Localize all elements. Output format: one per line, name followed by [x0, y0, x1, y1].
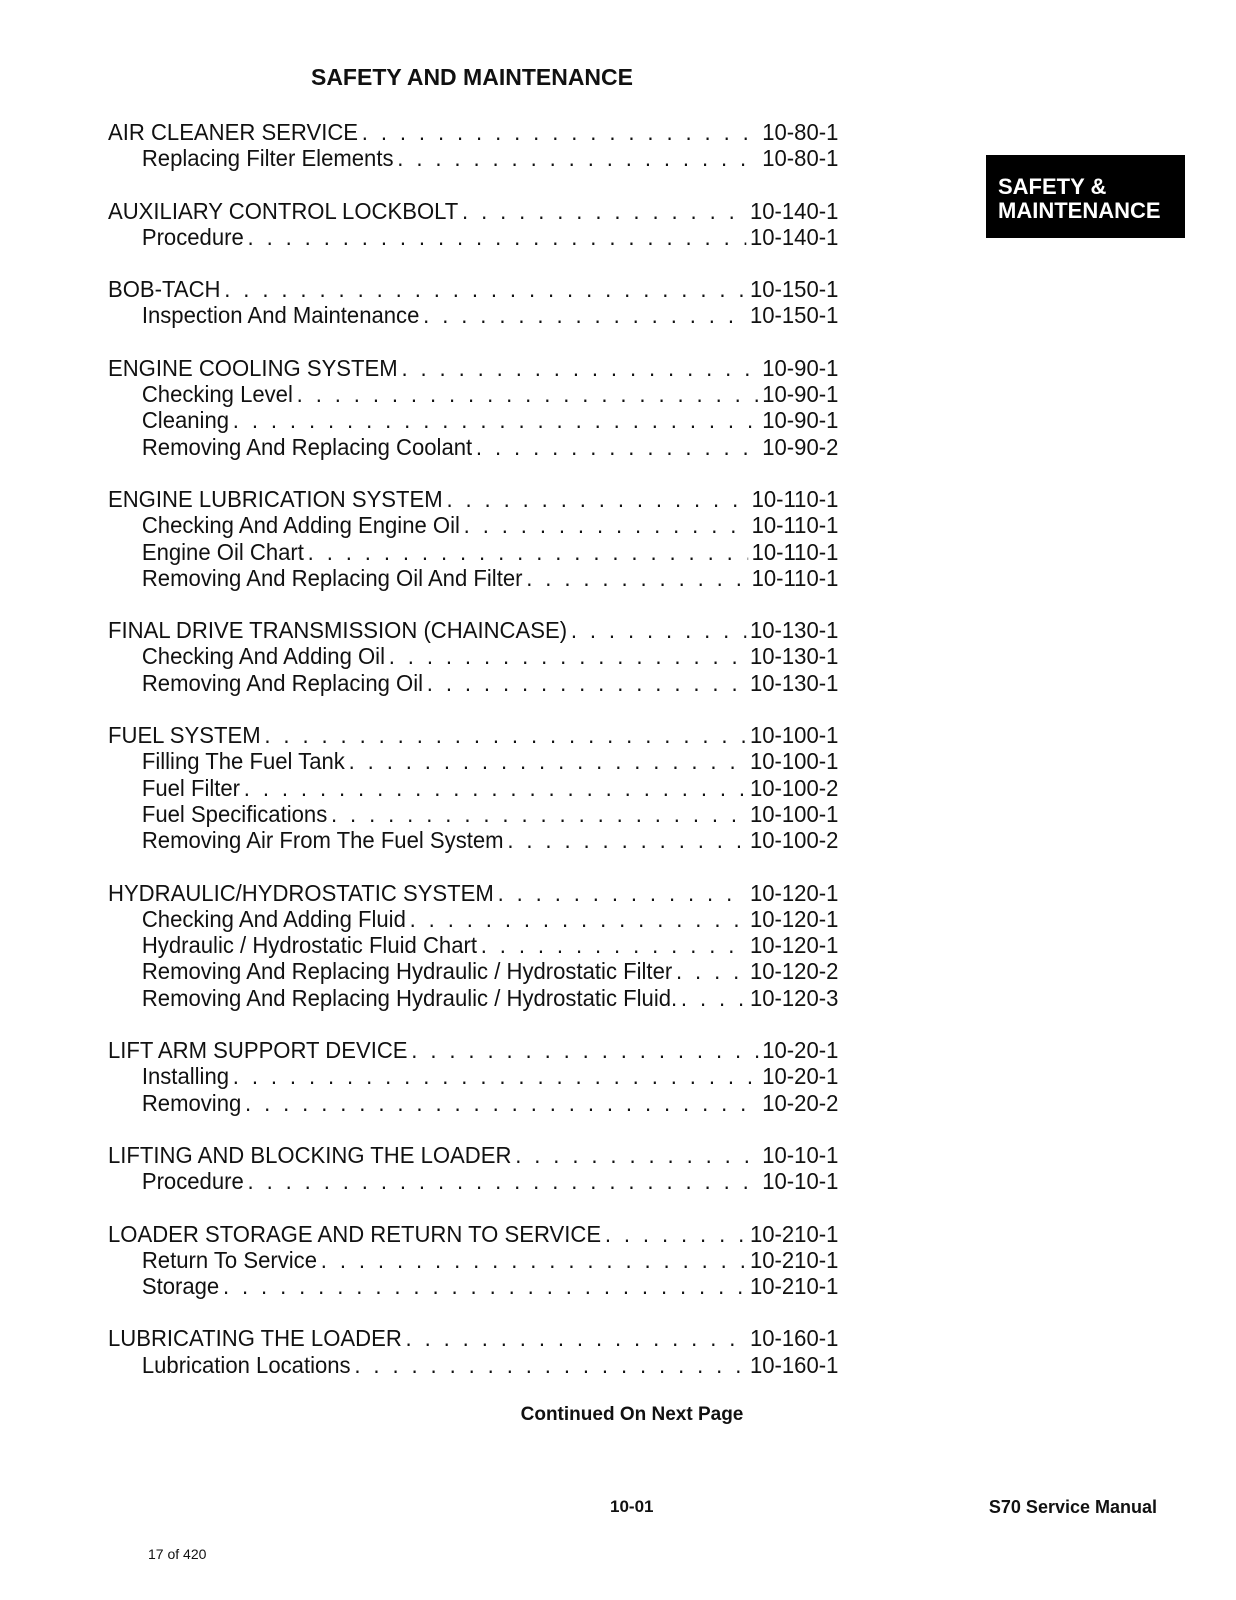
toc-entry-title: Checking And Adding Engine Oil — [141, 512, 460, 539]
toc-subentry[interactable] — [108, 1168, 838, 1194]
toc-entry-page: 10-210-1 — [749, 1220, 839, 1247]
toc-subentry[interactable] — [108, 775, 838, 801]
toc-entry-title: LOADER STORAGE AND RETURN TO SERVICE — [108, 1220, 602, 1247]
footer-manual-title: S70 Service Manual — [988, 1497, 1157, 1517]
toc-entry-page: 10-20-2 — [762, 1089, 839, 1116]
toc-subentry[interactable] — [108, 827, 838, 853]
toc-subentry[interactable] — [108, 1352, 838, 1378]
dot-leader — [397, 145, 758, 171]
toc-entry-page: 10-160-1 — [749, 1325, 839, 1352]
dot-leader — [515, 1142, 758, 1168]
toc-entry[interactable] — [108, 1221, 838, 1247]
toc-subentry[interactable] — [108, 1063, 838, 1089]
toc-entry-title: AIR CLEANER SERVICE — [108, 119, 359, 145]
dot-leader — [224, 276, 746, 302]
toc-entry-page: 10-110-1 — [751, 512, 839, 539]
dot-leader — [605, 1221, 746, 1247]
toc-entry-title: LIFTING AND BLOCKING THE LOADER — [108, 1141, 512, 1168]
toc-entry-title: Removing And Replacing Oil — [141, 669, 424, 696]
toc-entry-page: 10-10-1 — [762, 1141, 839, 1168]
dot-leader — [427, 670, 746, 696]
toc-entry-page: 10-150-1 — [749, 276, 839, 303]
dot-leader — [411, 1037, 758, 1063]
toc-entry-title: LIFT ARM SUPPORT DEVICE — [108, 1037, 408, 1064]
toc-entry[interactable] — [108, 198, 838, 224]
toc-entry-title: Cleaning — [141, 407, 230, 434]
dot-leader — [423, 302, 746, 328]
toc-entry-page: 10-210-1 — [749, 1246, 839, 1273]
toc-entry-title: LUBRICATING THE LOADER — [108, 1325, 402, 1352]
toc-entry-title: BOB-TACH — [108, 276, 221, 303]
dot-leader — [401, 355, 758, 381]
toc-subentry[interactable] — [108, 381, 838, 407]
dot-leader — [462, 198, 746, 224]
toc-subentry[interactable] — [108, 906, 838, 932]
toc-entry-title: Return To Service — [141, 1246, 318, 1273]
toc-entry-page: 10-140-1 — [749, 197, 839, 224]
toc-entry-page: 10-110-1 — [751, 538, 839, 565]
toc-entry-page: 10-120-1 — [749, 905, 839, 932]
toc-section — [108, 617, 838, 696]
toc-entry-title: Checking Level — [141, 381, 293, 408]
toc-entry-title: Removing And Replacing Oil And Filter — [141, 564, 523, 591]
dot-leader — [464, 512, 748, 538]
toc-entry[interactable] — [108, 486, 838, 512]
toc-entry-title: Engine Oil Chart — [141, 538, 304, 565]
toc-entry-title: Fuel Filter — [141, 774, 241, 801]
dot-leader — [481, 932, 746, 958]
toc-subentry[interactable] — [108, 302, 838, 328]
section-tab — [986, 155, 1185, 238]
continued-note: Continued On Next Page — [520, 1404, 744, 1425]
toc-entry-page: 10-100-1 — [749, 800, 839, 827]
toc-entry[interactable] — [108, 1142, 838, 1168]
dot-leader — [476, 434, 759, 460]
dot-leader — [406, 1325, 747, 1351]
toc-subentry[interactable] — [108, 1273, 838, 1299]
toc-entry[interactable] — [108, 355, 838, 381]
toc-entry[interactable] — [108, 1325, 838, 1351]
toc-section — [108, 1325, 838, 1378]
toc-entry[interactable] — [108, 722, 838, 748]
toc-entry-page: 10-20-1 — [762, 1037, 839, 1064]
toc-entry[interactable] — [108, 119, 838, 145]
toc-entry-page: 10-130-1 — [749, 617, 839, 644]
toc-entry-page: 10-100-2 — [749, 774, 839, 801]
dot-leader — [349, 748, 747, 774]
section-tab-line1: SAFETY & — [998, 174, 1107, 199]
dot-leader — [498, 880, 747, 906]
dot-leader — [389, 643, 746, 669]
toc-entry-page: 10-130-1 — [749, 669, 839, 696]
toc-section — [108, 880, 838, 1011]
toc-entry-title: Removing Air From The Fuel System — [141, 827, 504, 854]
toc-subentry[interactable] — [108, 407, 838, 433]
toc-entry-title: FUEL SYSTEM — [108, 722, 261, 749]
toc-entry[interactable] — [108, 880, 838, 906]
toc-subentry[interactable] — [108, 801, 838, 827]
toc-subentry[interactable] — [108, 643, 838, 669]
dot-leader — [244, 775, 746, 801]
toc-entry-page: 10-210-1 — [749, 1273, 839, 1300]
toc-entry-page: 10-150-1 — [749, 302, 839, 329]
toc-entry-page: 10-90-2 — [762, 433, 839, 460]
toc-entry-page: 10-100-2 — [749, 827, 839, 854]
toc-entry-title: HYDRAULIC/HYDROSTATIC SYSTEM — [108, 879, 494, 906]
dot-leader — [248, 224, 747, 250]
toc-entry[interactable] — [108, 276, 838, 302]
toc-entry-page: 10-20-1 — [762, 1063, 839, 1090]
toc-subentry[interactable] — [108, 224, 838, 250]
dot-leader — [362, 119, 759, 145]
toc-entry-title: ENGINE COOLING SYSTEM — [108, 354, 398, 381]
dot-leader — [248, 1168, 759, 1194]
dot-leader — [354, 1352, 746, 1378]
toc-entry-title: Inspection And Maintenance — [141, 302, 420, 329]
dot-leader — [233, 407, 759, 433]
toc-section — [108, 722, 838, 853]
toc-entry-page: 10-140-1 — [749, 223, 839, 250]
toc-entry-title: Filling The Fuel Tank — [141, 748, 345, 775]
toc-section — [108, 276, 838, 329]
toc-section — [108, 1142, 838, 1195]
toc-subentry[interactable] — [108, 565, 838, 591]
toc-entry-page: 10-100-1 — [749, 748, 839, 775]
toc-entry-page: 10-160-1 — [749, 1351, 839, 1378]
toc-entry-page: 10-120-1 — [749, 879, 839, 906]
toc-entry-title: Checking And Adding Oil — [141, 643, 386, 670]
toc-section — [108, 198, 838, 251]
dot-leader — [264, 722, 746, 748]
toc-entry-title: Lubrication Locations — [141, 1351, 351, 1378]
dot-leader — [507, 827, 746, 853]
toc-entry[interactable] — [108, 1037, 838, 1063]
dot-leader — [526, 565, 748, 591]
toc-section — [108, 1037, 838, 1116]
toc-subentry[interactable] — [108, 748, 838, 774]
toc-subentry[interactable] — [108, 985, 838, 1011]
toc-section — [108, 355, 838, 460]
toc-entry-page: 10-120-2 — [749, 958, 839, 985]
toc-entry-title: Replacing Filter Elements — [141, 145, 394, 172]
toc-entry-page: 10-80-1 — [762, 119, 839, 145]
toc-subentry[interactable] — [108, 512, 838, 538]
toc-entry-title: Fuel Specifications — [141, 800, 328, 827]
toc-entry-page: 10-110-1 — [751, 564, 839, 591]
toc-entry-title: Removing And Replacing Coolant — [141, 433, 473, 460]
toc-subentry[interactable] — [108, 932, 838, 958]
toc-entry[interactable] — [108, 617, 838, 643]
dot-leader — [331, 801, 746, 827]
dot-leader — [223, 1273, 746, 1299]
toc-section — [108, 486, 838, 591]
toc-entry-page: 10-90-1 — [762, 407, 839, 434]
toc-entry-page: 10-90-1 — [762, 381, 839, 408]
page-counter: 17 of 420 — [148, 1546, 207, 1562]
dot-leader — [681, 985, 746, 1011]
toc-entry-title: Removing And Replacing Hydraulic / Hydrostatic Filter — [141, 958, 673, 985]
dot-leader — [308, 539, 748, 565]
dot-leader — [245, 1090, 758, 1116]
dot-leader — [571, 617, 746, 643]
toc-subentry[interactable] — [108, 145, 838, 171]
dot-leader — [297, 381, 759, 407]
table-of-contents — [108, 119, 838, 1404]
toc-subentry[interactable] — [108, 1247, 838, 1273]
toc-subentry[interactable] — [108, 958, 838, 984]
toc-entry-title: ENGINE LUBRICATION SYSTEM — [108, 485, 443, 512]
toc-entry-title: Removing And Replacing Hydraulic / Hydrostatic Fluid. — [141, 984, 678, 1011]
toc-subentry[interactable] — [108, 1090, 838, 1116]
toc-entry-title: Hydraulic / Hydrostatic Fluid Chart — [141, 932, 477, 959]
toc-subentry[interactable] — [108, 434, 838, 460]
toc-entry-title: Procedure — [141, 1168, 244, 1195]
dot-leader — [410, 906, 747, 932]
toc-entry-page: 10-10-1 — [762, 1168, 839, 1195]
toc-entry-title: AUXILIARY CONTROL LOCKBOLT — [108, 197, 459, 224]
toc-entry-title: Installing — [141, 1063, 230, 1090]
toc-entry-page: 10-90-1 — [762, 354, 839, 381]
toc-entry-title: Storage — [141, 1273, 220, 1300]
toc-entry-title: Removing — [141, 1089, 242, 1116]
toc-entry-title: Procedure — [141, 223, 244, 250]
dot-leader — [321, 1247, 746, 1273]
section-tab-line2: MAINTENANCE — [998, 198, 1161, 223]
footer-page-number: 10-01 — [610, 1497, 654, 1516]
toc-entry-title: Checking And Adding Fluid — [141, 905, 406, 932]
dot-leader — [446, 486, 747, 512]
dot-leader — [233, 1063, 759, 1089]
page-title: SAFETY AND MAINTENANCE — [310, 64, 633, 90]
toc-subentry[interactable] — [108, 670, 838, 696]
toc-entry-page: 10-120-3 — [749, 984, 839, 1011]
toc-entry-page: 10-120-1 — [749, 932, 839, 959]
toc-entry-page: 10-100-1 — [749, 722, 839, 749]
dot-leader — [676, 958, 746, 984]
toc-entry-page: 10-110-1 — [751, 485, 839, 512]
toc-entry-page: 10-130-1 — [749, 643, 839, 670]
toc-entry-title: FINAL DRIVE TRANSMISSION (CHAINCASE) — [108, 617, 568, 644]
toc-entry-page: 10-80-1 — [762, 145, 839, 172]
toc-section — [108, 119, 838, 172]
toc-section — [108, 1221, 838, 1300]
toc-subentry[interactable] — [108, 539, 838, 565]
